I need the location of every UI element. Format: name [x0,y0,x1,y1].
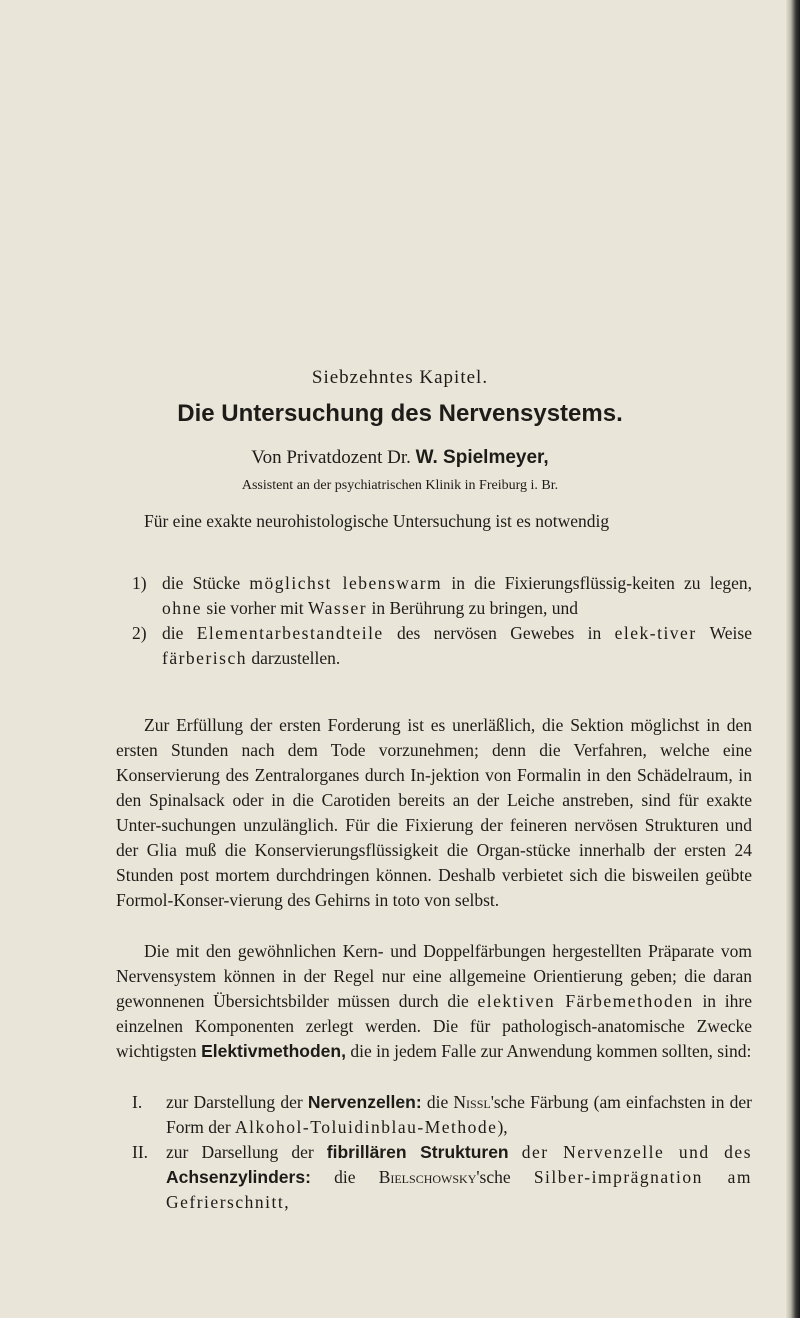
list-item-text [162,571,752,621]
text-run: sie vorher mit [202,598,308,618]
author-name: W. Spielmeyer, [415,447,549,468]
intro-paragraph: Für eine exakte neurohistologische Untersuchung ist es notwendig [144,511,610,531]
section-paragraph: Zur Erfüllung der ersten Forderung ist es unerläßlich, die Sektion möglichst in den ersten Stunden nach dem Tode vorzunehmen; denn die Verfahren, welche eine Konservierung des Zentralorganes durch In-jektion von Formalin in den Schädelraum, in den Spinalsack oder in die Carotiden bereits an der Leiche anstreben, sind für exakte Unter-suchungen unzulänglich. Für die Fixierung der feineren nervösen Strukturen und der Glia muß die Konservierungsflüssigkeit die Organ-stücke innerhalb der ersten 24 Stunden post mortem durchdringen können. Deshalb verbietet sich die bisweilen geübte Formol-Konser-vierung des Gehirns in toto von selbst. [116,715,752,910]
text-run: in ihre einzelnen Komponenten zerlegt werden. Die für pathologisch-anatomische Zwecke wichtigsten [116,991,752,1061]
list-item-number: 1) [132,573,147,593]
author-name-smallcaps: Nissl [453,1092,491,1112]
emphasis-text: Elementarbestandteile [196,623,384,643]
emphasis-text: Silber-imprägnation am Gefrierschnitt [166,1167,752,1212]
text-run: Die mit den gewöhnlichen Kern- und Doppelfärbungen hergestellten Präparate vom Nervensystem können in der Regel nur eine allgemeine Orientierung geben; die daran gewonnenen Übersichtsbilder müssen durch die [116,941,752,1011]
list-item-number: II. [132,1142,149,1162]
page-edge-shadow [786,0,800,1318]
list-item-text [166,1140,752,1215]
author-affiliation: Assistent an der psychiatrischen Klinik in Freiburg i. Br. [241,478,559,493]
text-run: 'sche [476,1167,534,1187]
list-item [116,1140,752,1215]
emphasis-text: ohne [162,598,203,618]
bold-term: Elektivmethoden, [201,1041,346,1061]
emphasis-text: der Nervenzelle und des [521,1142,752,1162]
list-item [116,621,752,671]
text-run: , [284,1192,289,1212]
bold-term: Nervenzellen: [307,1092,422,1112]
emphasis-text: Wasser [307,598,368,618]
list-item [116,1090,752,1140]
emphasis-text: elektiven Färbemethoden [477,991,694,1011]
text-run: in die Fixierungsflüssig-keiten zu legen, [442,573,752,593]
requirements-list [116,571,752,671]
emphasis-text: färberisch [162,648,247,668]
text-run: die in jedem Falle zur Anwendung kommen sollten, sind: [345,1041,752,1061]
text-run: die [310,1167,379,1187]
list-item-number: 2) [132,623,147,643]
text-run: ), [497,1117,508,1137]
emphasis-text: möglichst lebenswarm [249,573,443,593]
emphasis-text: elek-tiver [614,623,697,643]
methods-list [116,1090,752,1215]
author-name-smallcaps: Bielschowsky [378,1167,477,1187]
text-run: des nervösen Gewebes in [383,623,615,643]
text-run: darzustellen. [246,648,341,668]
text-run: die [421,1092,454,1112]
emphasis-text: Alkohol-Toluidinblau-Methode [235,1117,498,1137]
author-prefix: Von Privatdozent Dr. [251,447,416,468]
bold-term: Achsenzylinders: [166,1167,311,1187]
text-run: zur Darstellung der [166,1092,308,1112]
text-run: 'sche Färbung (am einfachsten in der Form der [166,1092,752,1137]
text-run: Weise [696,623,752,643]
chapter-heading: Siebzehntes Kapitel. [311,367,489,388]
methods-paragraph [116,939,752,1064]
text-run: zur Darsellung der [166,1142,327,1162]
chapter-title: Die Untersuchung des Nervensystems. [177,400,623,427]
text-run: die Stücke [162,573,250,593]
bold-term: fibrillären Strukturen [326,1142,509,1162]
text-run [509,1142,522,1162]
list-item-text [166,1090,752,1140]
text-run: in Berührung zu bringen, und [367,598,579,618]
list-item-number: I. [132,1092,143,1112]
list-item [116,571,752,621]
list-item-text [162,621,752,671]
author-line [0,447,800,469]
text-run: die [162,623,197,643]
